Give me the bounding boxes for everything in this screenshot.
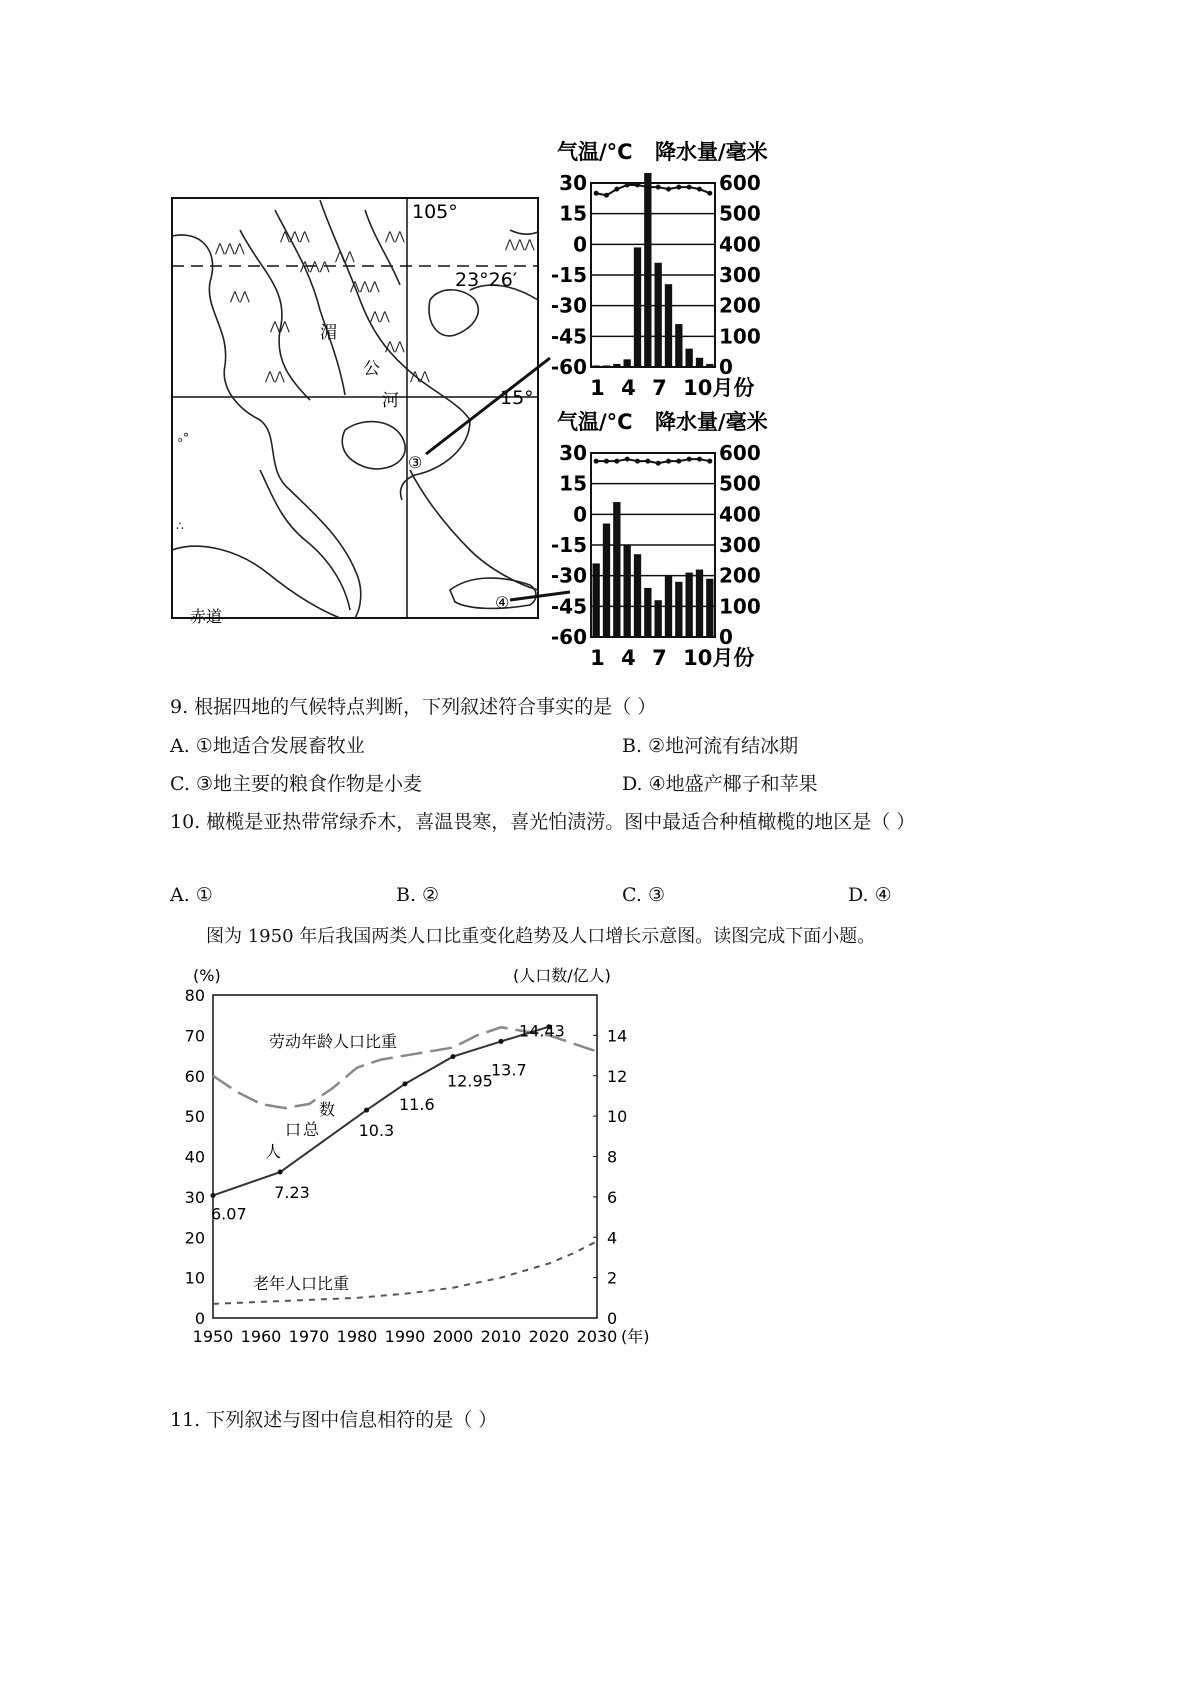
left-tick-label: -30 [550,563,587,588]
population-value-label: 7.23 [274,1183,310,1203]
svg-text:⋀⋀⋀: ⋀⋀⋀ [350,279,380,293]
population-value-label: 12.95 [447,1071,493,1091]
left-tick-label: 30 [559,171,587,195]
southeast-asia-map [170,190,590,640]
population-point [278,1170,283,1175]
population-series-char: 数 [319,1100,336,1119]
right-axis-label: (人口数/亿人) [513,966,611,985]
right-tick-label: 10 [607,1107,628,1127]
left-tick-label: 0 [573,502,587,527]
temp-point [594,459,599,464]
temp-point [604,193,609,198]
population-point [211,1193,216,1198]
river-char-3: 河 [382,391,399,411]
right-tick-label: 12 [607,1066,628,1086]
labor-share-label: 劳动年龄人口比重 [269,1032,398,1051]
right-tick-label: 4 [607,1228,618,1248]
marker-4: ④ [495,593,510,612]
population-point [403,1081,408,1086]
x-tick-label: 1990 [384,1327,426,1346]
temp-point [687,185,692,190]
temp-line [596,459,710,463]
right-tick-label: 200 [719,563,761,588]
temp-point [625,183,630,188]
population-chart [165,955,675,1355]
temp-point [604,459,609,464]
right-tick-label: 300 [719,263,761,287]
precip-bar [624,545,631,637]
population-value-label: 10.3 [358,1121,395,1141]
q10-option-c[interactable]: C. ③ [622,884,665,906]
x-tick-label: 2020 [528,1327,570,1346]
temp-point [707,191,712,196]
left-tick-label: 30 [559,441,587,465]
temp-point [645,459,650,464]
temp-point [697,457,702,462]
month-tick-label: 1 [590,646,605,670]
x-tick-label: 2030 [576,1327,618,1346]
section-intro: 图为 1950 年后我国两类人口比重变化趋势及人口增长示意图。读图完成下面小题。 [206,926,876,947]
temp-point [625,457,630,462]
precip-bar [613,502,620,637]
svg-text:⋀⋀: ⋀⋀ [385,339,405,353]
precip-bar [644,173,651,367]
x-unit-label: (年) [621,1327,650,1346]
right-tick-label: 500 [719,201,761,226]
temp-point [697,187,702,192]
left-tick-label: 30 [184,1187,205,1207]
climate-chart-4 [550,405,795,680]
right-tick-label: 100 [719,594,761,619]
month-tick-label: 7 [652,646,667,670]
q10-option-d[interactable]: D. ④ [848,884,892,906]
temp-point [614,187,619,192]
population-value-label: 14.43 [519,1021,565,1041]
temp-point [656,461,661,466]
precip-bar [706,364,713,367]
precip-bar [603,365,610,367]
temp-point [635,459,640,464]
population-value-label: 11.6 [399,1094,435,1114]
x-tick-label: 1980 [336,1327,378,1346]
left-tick-label: 50 [184,1107,205,1127]
precip-bar [613,364,620,367]
precip-bar [696,358,703,367]
month-tick-label: 10月份 [683,376,755,400]
left-tick-label: -60 [550,355,587,379]
population-line [213,1027,549,1196]
temp-point [687,457,692,462]
temp-point [635,183,640,188]
q9-option-c[interactable]: C. ③地主要的粮食作物是小麦 [170,773,422,795]
svg-text:⋀⋀: ⋀⋀ [335,249,355,263]
q10-stem: 10. 橄榄是亚热带常绿乔木，喜温畏寒，喜光怕渍涝。图中最适合种植橄榄的地区是（ ） [170,811,916,833]
svg-text:ₒ°: ₒ° [178,431,189,445]
left-tick-label: -60 [550,625,587,649]
precip-bar [675,324,682,367]
left-tick-label: 10 [184,1268,205,1288]
month-tick-label: 7 [652,376,667,400]
temp-point [594,191,599,196]
precip-bar [593,365,600,367]
temp-point [676,185,681,190]
temp-point [645,185,650,190]
q9-option-b[interactable]: B. ②地河流有结冰期 [622,735,799,757]
population-series-char: 口 [285,1120,302,1139]
x-tick-label: 1960 [240,1327,282,1346]
lat-15-label: 15° [500,387,534,409]
temp-point [656,185,661,190]
temp-point [676,459,681,464]
temp-line [596,185,710,195]
precip-bar [634,554,641,637]
left-tick-label: -30 [550,293,587,318]
svg-text:⋀⋀: ⋀⋀ [385,229,405,243]
right-tick-label: 100 [719,324,761,349]
svg-text:⋀⋀: ⋀⋀ [265,369,285,383]
svg-text:⋀⋀⋀: ⋀⋀⋀ [300,259,330,273]
q9-option-a[interactable]: A. ①地适合发展畜牧业 [170,735,365,757]
left-tick-label: -45 [550,594,587,619]
precip-bar [675,582,682,637]
x-tick-label: 1970 [288,1327,330,1346]
elderly-share-line [213,1241,597,1304]
left-tick-label: -15 [550,533,587,557]
svg-text:⋀⋀: ⋀⋀ [370,309,390,323]
lon-105-label: 105° [412,201,458,223]
precip-bar [655,263,662,367]
right-tick-label: 0 [607,1309,618,1328]
precip-bar [696,570,703,637]
left-tick-label: 60 [184,1066,205,1086]
right-tick-label: 8 [607,1147,618,1167]
right-tick-label: 6 [607,1187,618,1207]
left-tick-label: 15 [559,471,587,496]
right-tick-label: 400 [719,232,761,257]
population-point [451,1054,456,1059]
left-tick-label: 0 [194,1309,205,1328]
x-tick-label: 2010 [480,1327,522,1346]
svg-text:⋀⋀⋀: ⋀⋀⋀ [505,237,535,251]
precip-bar [634,247,641,367]
left-tick-label: -15 [550,263,587,287]
tropic-label: 23°26′ [455,269,518,291]
precip-bar [706,579,713,637]
right-tick-label: 2 [607,1268,618,1288]
right-tick-label: 500 [719,471,761,496]
left-tick-label: 70 [184,1026,205,1046]
population-value-label: 6.07 [211,1204,247,1224]
population-point [499,1039,504,1044]
precip-bar [686,573,693,637]
left-tick-label: 20 [184,1228,205,1248]
x-tick-label: 2000 [432,1327,474,1346]
svg-text:⋀⋀: ⋀⋀ [230,289,250,303]
q10-option-b[interactable]: B. ② [396,884,440,906]
precip-bar [665,284,672,367]
precip-bar [655,600,662,637]
marker-3: ③ [408,453,423,472]
svg-text:⋀⋀⋀: ⋀⋀⋀ [215,241,245,255]
population-point [364,1108,369,1113]
precip-bar [593,563,600,637]
precip-bar [686,349,693,367]
temp-point [614,459,619,464]
x-tick-label: 1950 [192,1327,234,1346]
river-char-2: 公 [363,359,380,379]
month-tick-label: 4 [621,376,636,400]
precip-axis-title: 降水量/毫米 [655,140,768,164]
equator-label: 赤道 [190,607,223,626]
q10-option-a[interactable]: A. ① [170,884,213,906]
left-tick-label: 15 [559,201,587,226]
right-tick-label: 0 [719,625,733,649]
q9-stem: 9. 根据四地的气候特点判断，下列叙述符合事实的是（ ） [170,696,657,718]
population-series-char: 总 [303,1120,320,1139]
left-axis-label: (%) [193,966,221,985]
temp-point [707,459,712,464]
right-tick-label: 400 [719,502,761,527]
river-char-1: 湄 [320,323,337,343]
svg-text:⋀⋀⋀: ⋀⋀⋀ [280,229,310,243]
right-tick-label: 600 [719,441,761,465]
svg-text:⋀⋀: ⋀⋀ [410,369,430,383]
left-tick-label: -45 [550,324,587,349]
temp-point [666,187,671,192]
precip-bar [603,524,610,637]
population-series-char: 人 [265,1142,282,1161]
right-tick-label: 300 [719,533,761,557]
elderly-share-label: 老年人口比重 [253,1274,350,1293]
month-tick-label: 4 [621,646,636,670]
month-tick-label: 10月份 [683,646,755,670]
precip-bar [624,359,631,367]
temp-point [666,459,671,464]
right-tick-label: 14 [607,1026,628,1046]
q11-stem: 11. 下列叙述与图中信息相符的是（ ） [170,1409,498,1431]
right-tick-label: 0 [719,355,733,379]
precip-axis-title: 降水量/毫米 [655,410,768,434]
precip-bar [644,588,651,637]
month-tick-label: 1 [590,376,605,400]
precip-bar [665,576,672,637]
left-tick-label: 40 [184,1147,205,1167]
temp-axis-title: 气温/°C [557,140,633,164]
left-tick-label: 80 [184,986,205,1005]
population-value-label: 13.7 [491,1060,527,1080]
svg-text:⋀⋀: ⋀⋀ [270,319,290,333]
right-tick-label: 600 [719,171,761,195]
climate-chart-3 [550,135,795,407]
temp-axis-title: 气温/°C [557,410,633,434]
svg-text:∴: ∴ [176,519,184,533]
right-tick-label: 200 [719,293,761,318]
q9-option-d[interactable]: D. ④地盛产椰子和苹果 [622,773,818,795]
left-tick-label: 0 [573,232,587,257]
